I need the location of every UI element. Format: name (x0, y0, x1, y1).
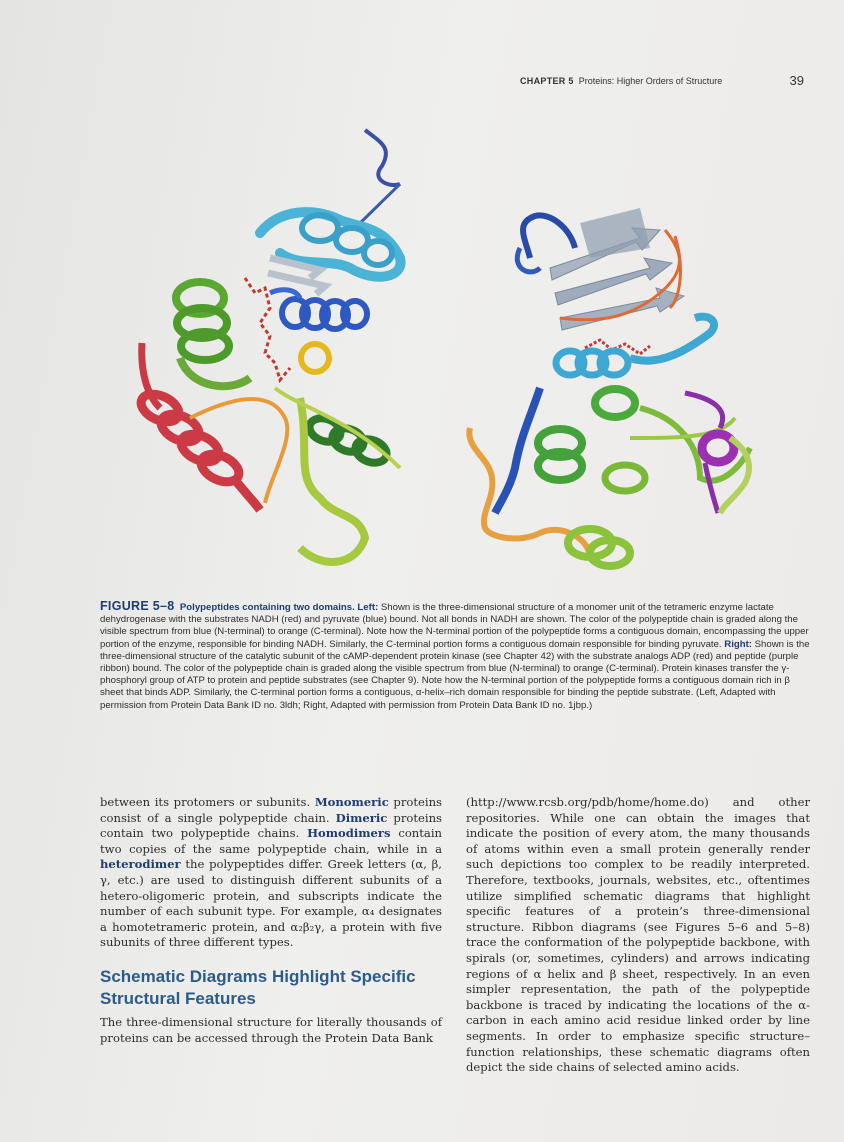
running-head (520, 73, 810, 88)
page-number: 39 (789, 73, 804, 88)
protein-kinase-structure (469, 208, 750, 566)
left-column-paragraph-2: The three-dimensional structure for literally thousands of proteins can be accessed through the Protein Data Bank (100, 1015, 442, 1045)
protein-ribbon-illustration (120, 118, 780, 588)
green-helix-right (275, 388, 400, 562)
kinase-green-helices (538, 389, 750, 566)
term-monomeric: Monomeric (314, 795, 389, 809)
lactate-dehydrogenase-structure (137, 130, 401, 562)
caption-right-text: Shown is the three-dimensional structure of the catalytic subunit of the cAMP-dependent protein kinase (see Chapter 42) with the substrate analogs ADP (red) and peptide (purple ribbon) bound. The color of the polypeptide chain is graded along the visible spectrum from blue (N-terminal) to orange (C-terminal). Protein kinases transfer the γ-phosphoryl group of ATP to protein and peptide substrates (see Chapter 9). Note how the N-terminal portion of the polypeptide forms a contiguous domain rich in β sheet that binds ADP. Similarly, the C-terminal portion forms a contiguous, α-helix–rich domain responsible for binding the peptide substrate. (Left, Adapted with permission from Protein Data Bank ID no. 3ldh; Right, Adapted with permission from Protein Data Bank ID no. 1jbp.) (100, 638, 810, 711)
section-heading: Schematic Diagrams Highlight Specific Structural Features (100, 967, 416, 1008)
term-homodimers: Homodimers (307, 826, 391, 841)
red-helix (137, 343, 260, 510)
chapter-title: Proteins: Higher Orders of Structure (578, 76, 723, 86)
figure-caption (100, 600, 810, 712)
caption-left-text: Shown is the three-dimensional structure of a monomer unit of the tetrameric enzyme lactate dehydrogenase with the substrates NADH (red) and pyruvate (blue) bound. Not all bonds in NADH are shown. The color of the polypeptide chain is graded along the visible spectrum from blue (N-terminal) to orange (C-terminal). Note how the N-terminal portion of the polypeptide forms a contiguous domain, encompassing the upper portion of the enzyme, responsible for binding NADH. Similarly, the C-terminal portion forms a contiguous domain responsible for binding pyruvate. (100, 602, 809, 650)
green-helix-left (176, 282, 250, 386)
text-run: proteins contain two polypeptide chains. (100, 810, 442, 841)
beta-sheet-arrows (550, 208, 684, 330)
term-dimeric: Dimeric (335, 810, 388, 825)
text-run: the polypeptides differ. Greek letters (α, β, γ, etc.) are used to distinguish different subunits of a hetero-oligomeric protein, and subscripts indicate the number of each subunit type. For example, α₄ designates a homotetrameric protein, and α₂β₂γ, a protein with five subunits of three different types. (100, 857, 442, 950)
caption-right-heading: Right: (724, 638, 752, 650)
left-column-paragraph (100, 795, 442, 951)
figure-label: FIGURE 5–8 (100, 599, 175, 613)
figure-title: Polypeptides containing two domains. (179, 602, 355, 613)
text-run: contain two copies of the same polypeptide chain, while in a (100, 826, 443, 856)
text-run: between its protomers or subunits. (100, 795, 315, 809)
caption-left-heading: Left: (357, 602, 379, 613)
figure-5-8-protein-ribbons (120, 118, 780, 588)
term-heterodimer: heterodimer (100, 857, 181, 872)
cyan-helix (260, 212, 401, 277)
text-run: proteins consist of a single polypeptide chain. (100, 795, 442, 825)
chapter-number: CHAPTER 5 (520, 76, 574, 86)
right-column-paragraph: (http://www.rcsb.org/pdb/home/home.do) and other repositories. While one can obtain the images that indicate the position of every atom, the many thousands of atoms within even a small protein generally render such depictions too complex to be readily interpreted. Therefore, textbooks, journals, websites, etc., oftentimes utilize simplified schematic diagrams that highlight specific features of a protein’s three-dimensional structure. Ribbon diagrams (see Figures 5–6 and 5–8) trace the conformation of the polypeptide backbone, with spirals (or, sometimes, cylinders) and arrows indicating regions of α helix and β sheet, respectively. In an even simpler representation, the path of the polypeptide backbone is traced by indicating the locations of the α-carbon in each amino acid residue linked order by line segments. In order to emphasize specific structure–function relationships, these schematic diagrams often depict the side chains of selected amino acids. (466, 795, 810, 1075)
